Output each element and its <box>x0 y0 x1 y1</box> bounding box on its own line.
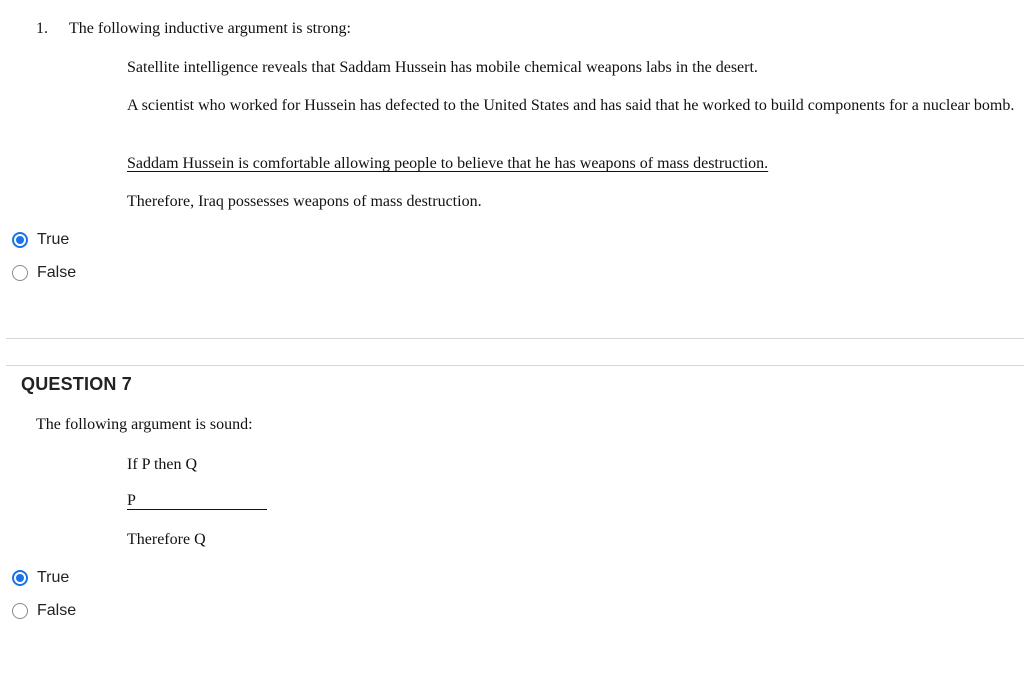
question-prompt: The following inductive argument is strong: <box>69 20 351 37</box>
premise-2: P <box>127 492 267 510</box>
radio-false[interactable] <box>12 603 28 619</box>
divider <box>6 338 1024 339</box>
question-prompt: The following argument is sound: <box>36 416 253 433</box>
list-number: 1. <box>36 20 48 37</box>
option-false[interactable] <box>12 263 76 283</box>
option-false-label[interactable]: False <box>37 602 77 619</box>
option-true-label[interactable]: True <box>37 569 70 586</box>
option-true[interactable] <box>12 568 69 588</box>
premise-1: If P then Q <box>127 456 198 473</box>
premise-3 <box>127 153 768 174</box>
radio-true[interactable] <box>12 232 28 248</box>
option-false-label[interactable]: False <box>37 264 77 281</box>
question-heading: QUESTION 7 <box>21 374 133 394</box>
radio-true[interactable] <box>12 570 28 586</box>
divider <box>6 365 1024 366</box>
option-false[interactable] <box>12 601 76 621</box>
option-true-label[interactable]: True <box>37 231 70 248</box>
radio-false[interactable] <box>12 265 28 281</box>
premise-1: Satellite intelligence reveals that Saddam Hussein has mobile chemical weapons labs in the desert. <box>127 59 758 76</box>
conclusion: Therefore, Iraq possesses weapons of mass destruction. <box>127 193 482 210</box>
conclusion: Therefore Q <box>127 531 206 548</box>
option-true[interactable] <box>12 230 69 250</box>
premise-2: A scientist who worked for Hussein has defected to the United States and has said that he worked to build components for a nuclear bomb. <box>127 97 1015 114</box>
premise-3-text: Saddam Hussein is comfortable allowing people to believe that he has weapons of mass destruction. <box>127 155 769 172</box>
